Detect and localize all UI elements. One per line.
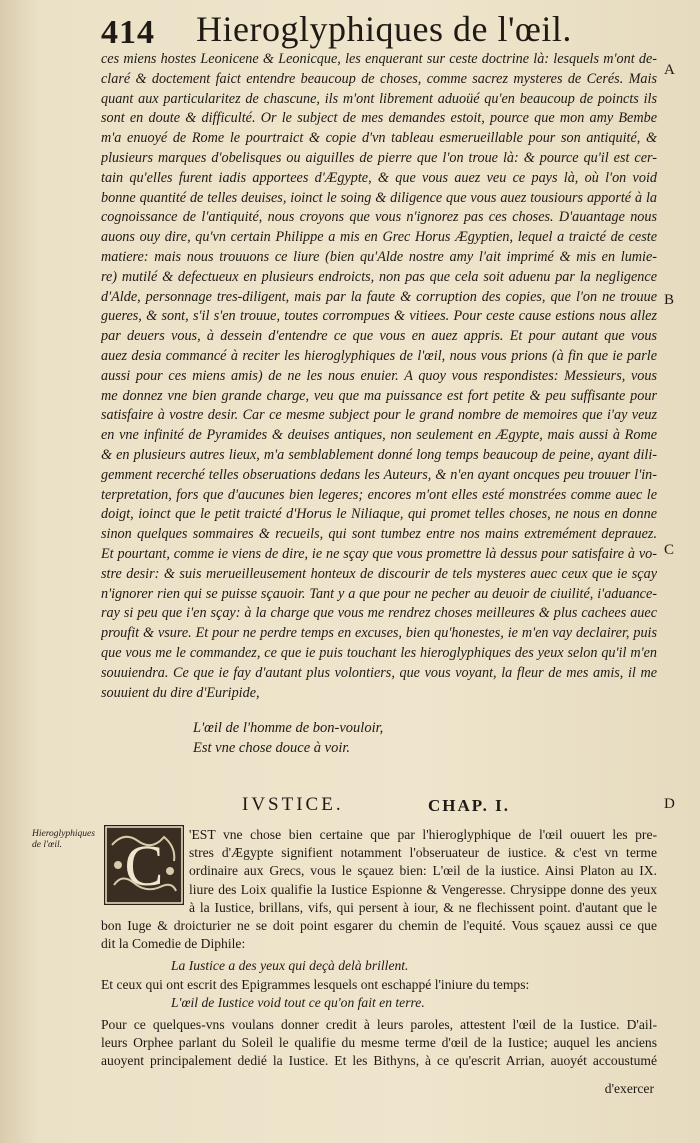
introductory-text — [101, 50, 657, 703]
text-line: tain qu'elles furent iadis apportees d'Ægypte, & que vous auez veu ce pays là, où l'on void — [101, 169, 657, 186]
text-line: quant aux particularitez de chascune, ils m'ont librement aduoüé qu'en beaucoup de poincts ils — [101, 90, 657, 107]
text-line: ces miens hostes Leonicene & Leonicque, les enquerant sur ceste doctrine là: lesquels m'ont de- — [101, 51, 657, 67]
text-line: & en plusieurs autres lieux, m'a semblablement donné long temps beaucoup de peine, ayant dili- — [101, 446, 657, 463]
text-line: me donnez vne bien grande charge, veu que ma puissance est fort petite & peu suffisante pour — [101, 387, 657, 404]
text-line: gueres, & sont, s'il s'en trouue, toutes corrompues & vitiees. Pour ceste cause estions nous allez — [101, 308, 657, 325]
text-line: ray si peu que i'en sçay: à la charge que vous me rendrez choses meilleures & plus cachees auec — [101, 605, 657, 622]
text-line: souuient du dire d'Euripide, — [101, 684, 260, 701]
page-number: 414 — [101, 14, 155, 51]
text-line: ordinaire aux Grecs, vous le sçauez bien: L'œil de la iustice. Ainsi Platon au IX. — [189, 863, 657, 879]
margin-letter-b: B — [664, 292, 675, 308]
verse-line: L'œil de l'homme de bon-vouloir, — [193, 720, 384, 736]
text-line: bon Iuge & droicturier ne se doit point esgarer du chemin de l'equité. Vous sçauez aussi ce que — [101, 918, 657, 934]
margin-letter-c: C — [664, 542, 675, 558]
text-line: bonne quantité de telles deuises, ioinct le soing & diligence que vous auez tousiours apporté à la — [101, 189, 657, 206]
verse-line: Est vne chose douce à voir. — [193, 740, 351, 756]
text-line: claré & doctement faict entendre beaucoup de choses, comme sacrez mysteres de Cerés. Mais — [101, 70, 657, 87]
text-line: terpretation, fors que d'aucunes bien legeres; encores m'ont elles esté monstrées comme auec le — [101, 486, 657, 503]
text-line: souuiendra. Ce que ie fay d'autant plus volontiers, que vous voyant, la fleur de mes amis, il me — [101, 664, 657, 681]
side-note: Hieroglyphiques de l'œil. — [32, 829, 95, 850]
text-line: plusieurs marques d'obelisques ou aiguilles de pierre que l'on troue là: & pource qu'il est cer- — [101, 149, 657, 166]
text-line: sinon quelques sommaires & recueils, qui sont tumbez entre nos mains extremément deprauez. — [101, 526, 657, 543]
margin-letter-a: A — [664, 62, 675, 78]
text-line: dit la Comedie de Diphile: — [101, 936, 246, 952]
text-line: leurs Orphee parlant du Soleil le qualifie du mesme terme d'œil de la Iustice; auquel les anciens — [101, 1035, 657, 1051]
text-line: Et ceux qui ont escrit des Epigrammes lesquels ont eschappé l'iniure du temps: — [101, 976, 530, 992]
text-line: que vous me le commandez, ce que ie puis touchant les hieroglyphiques des yeux selon qu'il m'en — [101, 644, 657, 661]
text-line: auons ouy dire, qu'vn certain Philippe a mis en Grec Horus Ægyptien, lequel a traicté de ceste — [101, 229, 657, 246]
catchword: d'exercer — [604, 1081, 654, 1096]
chapter-title: IVSTICE. — [242, 794, 344, 815]
text-line: Pour ce quelques-vns voulans donner credit à leurs paroles, attestent l'œil de la Iustice. D'ail- — [101, 1017, 657, 1033]
text-line: n'ignorer rien qui se puisse sçauoir. Tant y a que pour ne pecher au deuoir de ciuilité, i'aduance- — [101, 585, 657, 602]
text-line: à la Iustice, brillans, vifs, qui persent à iour, & ne flechissent point. d'autant que le — [189, 899, 657, 915]
text-line: d'Alde, personnage tres-diligent, mais par la faute & corruption des copies, que l'on ne trouue — [101, 288, 657, 305]
text-line: 'EST vne chose bien certaine que par l'hieroglyphique de l'œil ouuert les pre- — [189, 827, 657, 842]
quote-line: L'œil de Iustice void tout ce qu'on fait en terre. — [171, 994, 425, 1010]
drop-cap-letter: C — [124, 833, 164, 898]
text-line: cognoissance de l'antiquité, nous croyons que vous n'ignorez pas ces choses. D'auantage nous — [101, 209, 657, 226]
chapter-label: CHAP. I. — [428, 796, 510, 815]
text-line: matiere: mais nous trouuons ce liure (bien qu'Alde nostre amy l'ait imprimé & mis en lumie- — [101, 248, 657, 265]
text-line: re) mutilé & defectueux en plusieurs endroicts, non pas que cela soit aduenu par la negligence — [101, 268, 657, 285]
text-line: stre desir: & suis merueilleusement honteux de discourir de tels mysteres auec ceux que ie sçay — [101, 565, 657, 582]
text-line: auez desia commancé à reciter les hieroglyphiques de l'œil, nous vous prions (à fin que ie parle — [101, 347, 657, 364]
text-line: doigt, ioinct que le petit traicté d'Horus le Niliaque, qui promet telles choses, ne nous en donne — [101, 506, 657, 523]
text-line: m'a enuoyé de Rome le pourtraict & copie d'vn tableau esmerueillable pour son antiquité, & — [101, 130, 657, 147]
text-line: sont en doute & difficulté. Or le subject de mes demandes estoit, pource que mon amy Bembe — [101, 110, 657, 127]
text-line: aussi pour ces miens amis) de ne les nous enuier. A quoy vous respondistes: Messieurs, vous — [101, 367, 657, 384]
text-line: auoyent principalement dedié la Iustice. Et les Bithyns, à ce qu'escrit Arrian, auoyét accoustumé — [101, 1053, 657, 1069]
running-title: Hieroglyphiques de l'œil. — [196, 9, 572, 49]
text-line: gemment recerché telles obseruations dedans les Auteurs, & n'en ayant oncques peu trouuer l'in- — [101, 466, 657, 483]
text-line: stres d'Ægypte signifient notamment l'obseruateur de iustice. & c'est vn terme — [189, 845, 657, 861]
quote-line: La Iustice a des yeux qui deçà delà brillent. — [171, 958, 409, 974]
text-line: par deuers vous, à dessein d'entendre ce que vous en auez appris. Et pour autant que vous — [101, 328, 657, 345]
text-line: en vne infinité de Pyramides & deuises antiques, non seulement en Ægypte, mais aussi à Rome — [101, 427, 657, 444]
text-line: proufit & vsure. Et pour ne perdre temps en excuses, bien qu'honestes, ie m'en vay declairer, puis — [101, 625, 657, 642]
text-line: Et pourtant, comme ie viens de dire, ie ne sçay que vous promettre là dessus pour satisfaire à vo- — [101, 545, 657, 562]
chapter-body — [101, 826, 657, 1071]
margin-letter-d: D — [664, 796, 675, 812]
text-line: satisfaire à vostre desir. Car ce mesme subject pour le grand nombre de memoires que i'ay veuz — [101, 407, 657, 424]
text-line: liure des Loix qualifie la Iustice Espionne & Vengeresse. Chrysippe donne des yeux — [189, 881, 657, 897]
